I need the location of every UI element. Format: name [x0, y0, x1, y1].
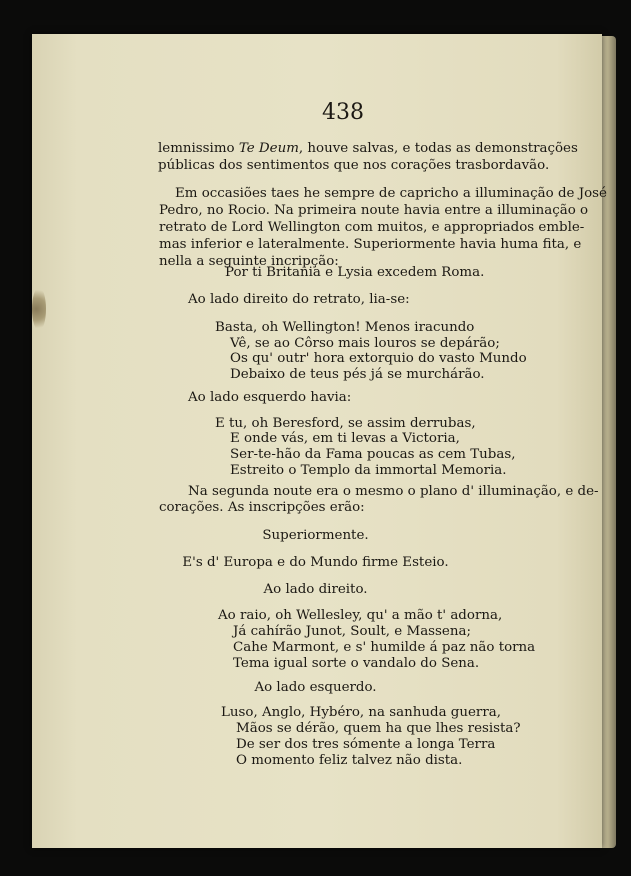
section-heading: Superiormente.: [262, 528, 369, 543]
section-heading: Ao lado esquerdo.: [254, 680, 377, 695]
verse-line: Mãos se dérão, quem ha que lhes resista?: [236, 721, 521, 736]
verse-line: Já cahírão Junot, Soult, e Massena;: [233, 624, 471, 639]
verse-line: Basta, oh Wellington! Menos iracundo: [215, 320, 475, 335]
verse-line: Tema igual sorte o vandalo do Sena.: [233, 656, 480, 671]
text-run: lemnissimo: [158, 141, 239, 156]
verse-line: Luso, Anglo, Hybéro, na sanhuda guerra,: [221, 705, 501, 720]
verse-line: Vê, se ao Côrso mais louros se depárão;: [230, 336, 500, 351]
page-number: 438: [322, 100, 364, 125]
verse-line: Ser-te-hão da Fama poucas as cem Tubas,: [230, 447, 516, 462]
paragraph-line: mas inferior e lateralmente. Superiormente havia huma fita, e: [159, 237, 582, 252]
paper-stain: [32, 287, 46, 331]
section-heading: Ao lado esquerdo havia:: [188, 390, 352, 405]
verse-line: Debaixo de teus pés já se murchárão.: [230, 367, 485, 382]
paragraph-line: [158, 141, 578, 156]
italic-phrase: Te Deum: [238, 141, 299, 156]
paragraph-line: públicas dos sentimentos que nos corações trasbordavão.: [158, 158, 550, 173]
verse-line: Ao raio, oh Wellesley, qu' a mão t' adorna,: [218, 608, 503, 623]
paragraph-line: Na segunda noute era o mesmo o plano d' illuminação, e de-: [188, 484, 599, 499]
paragraph-line: nella a seguinte incripção:: [159, 254, 339, 269]
verse-line: Cahe Marmont, e s' humilde á paz não torna: [233, 640, 536, 655]
verse-line: Estreito o Templo da immortal Memoria.: [230, 463, 507, 478]
paragraph-line: Pedro, no Rocio. Na primeira noute havia entre a illuminação o: [159, 203, 589, 218]
verse-line: O momento feliz talvez não dista.: [236, 753, 463, 768]
paragraph-line: retrato de Lord Wellington com muitos, e appropriados emble-: [159, 220, 585, 235]
verse-line: E onde vás, em ti levas a Victoria,: [230, 431, 460, 446]
motto: Por ti Britania e Lysia excedem Roma.: [225, 265, 485, 280]
text-run: , houve salvas, e todas as demonstrações: [298, 141, 578, 156]
section-heading: Ao lado direito do retrato, lia-se:: [188, 292, 410, 307]
verse-line: De ser dos tres sómente a longa Terra: [236, 737, 496, 752]
paragraph-line: corações. As inscripções erão:: [159, 500, 365, 515]
verse-line: Os qu' outr' hora extorquio do vasto Mundo: [230, 351, 527, 366]
motto: E's d' Europa e do Mundo firme Esteio.: [182, 555, 449, 570]
verse-line: E tu, oh Beresford, se assim derrubas,: [215, 416, 476, 431]
paragraph-line: Em occasiões taes he sempre de capricho a illuminação de José: [175, 186, 607, 201]
section-heading: Ao lado direito.: [263, 582, 368, 597]
